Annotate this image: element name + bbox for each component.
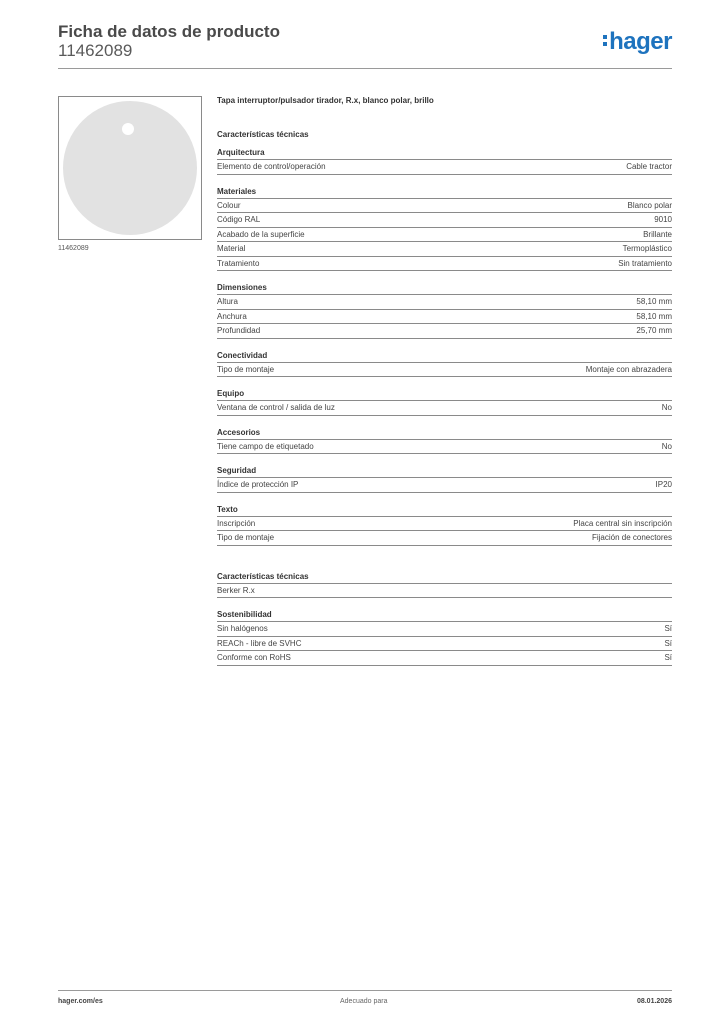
spec-value: Montaje con abrazadera [585, 364, 672, 374]
footer-divider [58, 990, 672, 991]
spec-row [217, 295, 672, 310]
spec-group-title: Accesorios [217, 426, 672, 440]
product-description: Tapa interruptor/pulsador tirador, R.x, blanco polar, brillo [217, 96, 434, 105]
spec-group-title: Dimensiones [217, 281, 672, 295]
product-number: 11462089 [58, 41, 133, 60]
document-header [58, 22, 672, 60]
spec-group [217, 503, 672, 546]
spec-value: Cable tractor [626, 162, 672, 171]
spec-label: Colour [217, 200, 241, 210]
spec-label: Tratamiento [217, 258, 260, 268]
footer-date: 08.01.2026 [636, 998, 672, 1005]
product-image [58, 96, 202, 240]
spec-label: Inscripción [217, 518, 256, 528]
spec-label: Elemento de control/operación [217, 162, 326, 171]
spec-row [217, 324, 672, 339]
page-title: Ficha de datos de producto [58, 22, 280, 41]
spec-group-title: Seguridad [217, 464, 672, 478]
spec-group [217, 281, 672, 339]
spec-group [217, 608, 672, 666]
spec-label: Índice de protección IP [217, 480, 299, 489]
spacer [217, 546, 672, 570]
spec-label: Acabado de la superficie [217, 229, 305, 239]
spec-value: Sin tratamiento [618, 258, 672, 268]
spec-value: IP20 [655, 480, 672, 489]
product-disc-icon [59, 97, 201, 239]
spec-label: Conforme con RoHS [217, 653, 291, 662]
spec-row [217, 478, 672, 493]
spec-group [217, 349, 672, 378]
spec-group-title: Características técnicas [217, 570, 672, 584]
spec-row [217, 637, 672, 652]
footer-center-text: Adecuado para [340, 998, 388, 1005]
spec-value: Sí [664, 624, 672, 633]
spec-label: Profundidad [217, 326, 261, 335]
spec-row [217, 584, 672, 599]
spec-value: Blanco polar [627, 200, 672, 210]
section-title: Características técnicas [217, 130, 309, 139]
spec-value: No [661, 441, 672, 451]
spec-groups-secondary [217, 570, 672, 666]
spec-row [217, 651, 672, 666]
logo-colon-icon [603, 35, 607, 50]
spec-group-title: Texto [217, 503, 672, 517]
spec-label: Tiene campo de etiquetado [217, 441, 314, 451]
footer-website: hager.com/es [58, 998, 103, 1005]
spec-value: 58,10 mm [636, 311, 672, 321]
spec-label: Tipo de montaje [217, 364, 275, 374]
spec-label: Código RAL [217, 215, 261, 224]
spec-group-title: Equipo [217, 387, 672, 401]
spec-value: Termoplástico [622, 244, 672, 253]
spec-group-title: Materiales [217, 185, 672, 199]
image-caption: 11462089 [58, 245, 89, 252]
spec-row [217, 440, 672, 455]
spec-label: Altura [217, 297, 238, 306]
spec-label: Tipo de montaje [217, 533, 275, 542]
spec-label: Sin halógenos [217, 624, 268, 633]
spec-groups [217, 146, 672, 546]
spec-value: Sí [664, 653, 672, 662]
spec-value: Placa central sin inscripción [573, 518, 672, 528]
spec-row [217, 160, 672, 175]
spec-label: REACh - libre de SVHC [217, 638, 302, 648]
spec-row [217, 531, 672, 546]
spec-row [217, 310, 672, 325]
spec-label: Anchura [217, 311, 247, 321]
spec-value: Sí [664, 638, 672, 648]
spec-group-title: Conectividad [217, 349, 672, 363]
spec-value: 9010 [654, 215, 672, 224]
spec-value: Fijación de conectores [591, 533, 672, 542]
spec-row [217, 622, 672, 637]
spec-label: Berker R.x [217, 585, 255, 595]
spec-group [217, 387, 672, 416]
spec-row [217, 242, 672, 257]
spec-row [217, 213, 672, 228]
spec-group [217, 464, 672, 493]
spec-group-title: Sostenibilidad [217, 608, 672, 622]
spec-row [217, 199, 672, 214]
spec-value: 58,10 mm [636, 297, 672, 306]
spec-label: Ventana de control / salida de luz [217, 403, 335, 412]
hager-logo: hager [603, 28, 672, 56]
spec-value: 25,70 mm [636, 326, 672, 335]
spec-group [217, 185, 672, 272]
spec-row [217, 228, 672, 243]
spec-group [217, 146, 672, 175]
spec-value: No [661, 403, 672, 412]
header-divider [58, 68, 672, 69]
spec-value: Brillante [643, 229, 672, 239]
specifications [217, 96, 672, 666]
spec-row [217, 363, 672, 378]
spec-group [217, 426, 672, 455]
spec-row [217, 257, 672, 272]
spec-group [217, 570, 672, 599]
spec-row [217, 517, 672, 532]
spec-row [217, 401, 672, 416]
spec-group-title: Arquitectura [217, 146, 672, 160]
spec-label: Material [217, 244, 246, 253]
